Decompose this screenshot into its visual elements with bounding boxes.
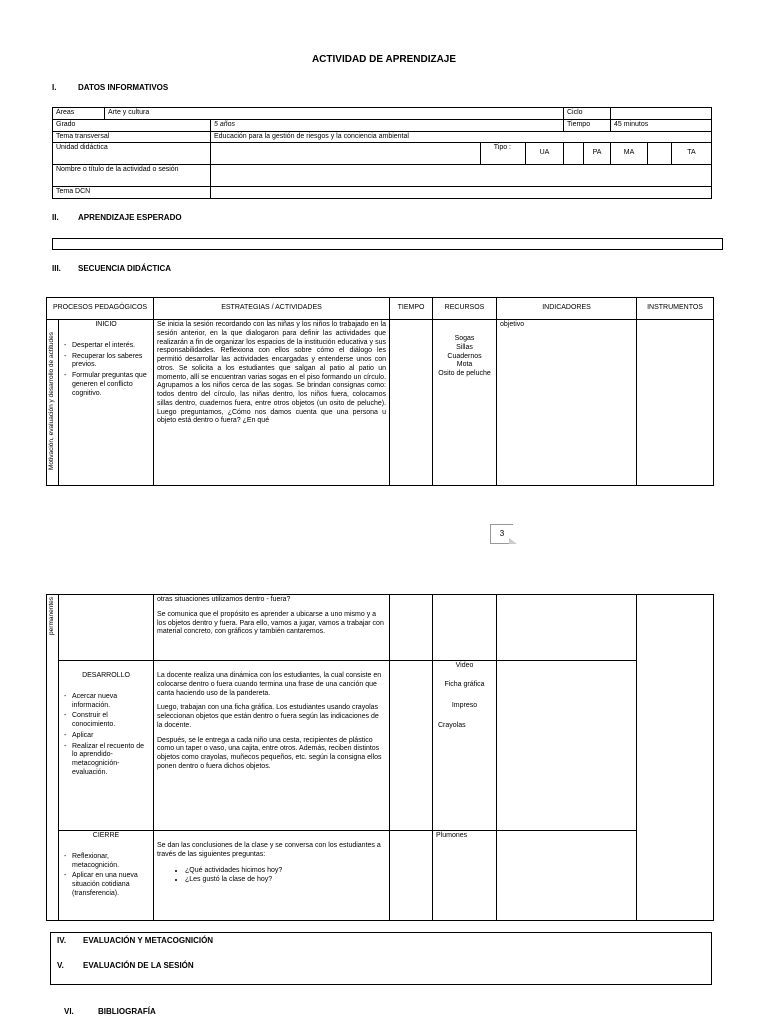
- unidad-label: Unidad didáctica: [53, 143, 211, 165]
- unidad-value: [211, 143, 481, 165]
- ciclo-label: Ciclo: [564, 108, 611, 120]
- cont-proceso: [59, 595, 154, 661]
- list-item: - Aplicar en una nueva situación cotidiana (transferencia).: [72, 872, 150, 898]
- section-heading-bibliografia: [64, 1007, 156, 1016]
- desarrollo-text: [154, 661, 390, 831]
- cierre-recursos: Plumones: [433, 831, 497, 921]
- section-heading-datos: [52, 83, 168, 92]
- tipo-ua-box: [564, 143, 584, 165]
- cierre-tiempo: [390, 831, 433, 921]
- section-number: I.: [52, 83, 57, 92]
- resource-item: Impreso: [451, 701, 478, 709]
- header-estrategias: ESTRATEGIAS / ACTIVIDADES: [154, 298, 390, 320]
- sequence-table-2: [46, 594, 714, 921]
- tema-label: Tema transversal: [53, 131, 211, 143]
- inicio-title: INICIO: [95, 321, 117, 328]
- tipo-ua: UA: [526, 143, 564, 165]
- cont-paragraph: Se comunica que el propósito es aprender a ubicarse a uno mismo y a los objetos dentro y fuera. Para ello, vamos a jugar, vamos a trabajar con material concreto, con gráficos y también cantaremos.: [157, 610, 384, 636]
- dcn-label: Tema DCN: [53, 187, 211, 199]
- section-heading-aprendizaje: [52, 213, 182, 222]
- areas-label: Áreas: [53, 108, 105, 120]
- vertical-label-cell: [47, 320, 59, 486]
- list-item: • ¿Les gustó la clase de hoy?: [185, 875, 386, 885]
- info-table: [52, 107, 712, 199]
- desarrollo-indicador: [497, 661, 637, 831]
- resource-item: Ficha gráfica: [444, 680, 485, 688]
- header-instrumentos: INSTRUMENTOS: [637, 298, 714, 320]
- instrumentos-cell: [637, 595, 714, 921]
- dcn-value: [211, 187, 712, 199]
- page-curl-icon: [509, 538, 517, 544]
- evaluacion-box: [50, 932, 712, 985]
- inicio-list: [62, 342, 150, 399]
- section-heading-evaluacion-sesion: [57, 961, 194, 970]
- section-heading-evaluacion: [57, 936, 213, 945]
- tipo-ta: TA: [672, 143, 712, 165]
- header-indicadores: INDICADORES: [497, 298, 637, 320]
- cont-tiempo: [390, 595, 433, 661]
- grado-value: 5 años: [211, 119, 564, 131]
- section-number: V.: [57, 961, 64, 970]
- resource-item: Mota: [456, 361, 473, 369]
- section-label: EVALUACIÓN Y METACOGNICIÓN: [83, 936, 214, 945]
- list-item: • ¿Qué actividades hicimos hoy?: [185, 866, 386, 876]
- tipo-label: Tipo :: [481, 143, 526, 165]
- desarrollo-paragraph: Luego, trabajan con una ficha gráfica. Los estudiantes usando crayolas seleccionan objetos que están dentro o fuera según las indicaciones de la docente.: [157, 704, 379, 729]
- inicio-instrumentos: [637, 320, 714, 486]
- cierre-indicador: [497, 831, 637, 921]
- grado-label: Grado: [53, 119, 211, 131]
- tipo-ma: MA: [611, 143, 648, 165]
- tipo-ma-box: [648, 143, 672, 165]
- cierre-title: CIERRE: [92, 832, 120, 839]
- section-label: DATOS INFORMATIVOS: [78, 83, 169, 92]
- document-title: ACTIVIDAD DE APRENDIZAJE: [311, 54, 457, 65]
- inicio-recursos: [433, 320, 497, 486]
- desarrollo-list: [62, 693, 150, 778]
- section-label: APRENDIZAJE ESPERADO: [78, 213, 182, 222]
- section-label: SECUENCIA DIDÁCTICA: [78, 264, 172, 273]
- desarrollo-paragraph: Después, se le entrega a cada niño una cesta, recipientes de plástico como un taper o vaso, una cajita, entre otros. Además, reciben distintos objetos como crayolas, muñecos pequeños, etc. según la consigna ellos ponen dentro o fuera dichos objetos.: [157, 736, 382, 770]
- inicio-text: Se inicia la sesión recordando con las niñas y los niños lo trabajado en la sesión anterior, en la que dialogaron para definir las actividades que realizarán a fin de organizar los espacios de la institución educativa y sus responsabilidades. Reflexiona con ellos sobre cómo el diálogo les permitió desarrollar las actividades encargadas y entenderse unos con otros. Se solicita a los estudiantes que salgan al patio al patio un momento, allí se encuentran varias sogas en el piso formando un círculo. Agrupamos a los niños cerca de las sogas. Se brindan consignas como: todos dentro del círculo, las niñas dentro, los niños fuera, colocamos sillas dentro, cuadernos fuera, entre otros objetos (un osito de peluche). Luego preguntamos, ¿Cómo nos damos cuenta que una persona u objeto está dentro o fuera? ¿En qué: [154, 320, 390, 486]
- list-item: - Acercar nueva información.: [72, 693, 150, 711]
- resource-item: Sillas: [456, 343, 473, 351]
- cierre-text: [154, 831, 390, 921]
- section-number: VI.: [64, 1007, 74, 1016]
- cierre-questions: [157, 866, 386, 886]
- cont-recursos: [433, 595, 497, 661]
- desarrollo-tiempo: [390, 661, 433, 831]
- header-tiempo: TIEMPO: [390, 298, 433, 320]
- desarrollo-paragraph: La docente realiza una dinámica con los estudiantes, la cual consiste en colocarse dentro o fuera cuando termina una frase de una canción que canta haciendo uso de la pandereta.: [157, 672, 382, 697]
- cont-paragraph: otras situaciones utilizamos dentro - fuera?: [157, 596, 291, 603]
- inicio-cell: [59, 320, 154, 486]
- nombre-label: Nombre o título de la actividad o sesión: [53, 165, 211, 187]
- desarrollo-title: DESARROLLO: [82, 672, 130, 679]
- section-number: II.: [52, 213, 59, 222]
- tiempo-label: Tiempo: [564, 119, 611, 131]
- header-procesos: PROCESOS PEDAGÓGICOS: [47, 298, 154, 320]
- list-item: - Realizar el recuento de lo aprendido-metacognición-evaluación.: [72, 743, 150, 778]
- tema-value: Educación para la gestión de riesgos y la conciencia ambiental: [211, 131, 712, 143]
- list-item: - Construir el conocimiento.: [72, 712, 150, 730]
- inicio-indicador: objetivo: [497, 320, 637, 486]
- vertical-label: Motivación, evaluación y desarrollo de actitudes: [48, 331, 56, 470]
- nombre-value: [211, 165, 712, 187]
- cierre-list: [62, 853, 150, 899]
- cont-text: [154, 595, 390, 661]
- tiempo-value: 45 minutos: [611, 119, 712, 131]
- section-label: BIBLIOGRAFÍA: [98, 1007, 156, 1016]
- cierre-cell: [59, 831, 154, 921]
- cont-indicador: [497, 595, 637, 661]
- section-heading-secuencia: [52, 264, 171, 273]
- list-item: - Despertar el interés.: [72, 342, 150, 351]
- desarrollo-cell: [59, 661, 154, 831]
- vertical-label-2: permanentes: [48, 597, 56, 635]
- list-item: - Reflexionar, metacognición.: [72, 853, 150, 871]
- sequence-table-1: [46, 297, 714, 486]
- resource-item: Crayolas: [438, 722, 466, 730]
- tipo-pa: PA: [584, 143, 611, 165]
- inicio-tiempo: [390, 320, 433, 486]
- list-item: - Recuperar los saberes previos.: [72, 353, 150, 371]
- aprendizaje-box: [52, 238, 723, 250]
- cierre-paragraph: Se dan las conclusiones de la clase y se conversa con los estudiantes a través de las siguientes preguntas:: [157, 842, 381, 858]
- vertical-label-cell-2: [47, 595, 59, 921]
- resource-item: Cuadernos: [447, 352, 482, 360]
- page-number: 3: [490, 524, 513, 544]
- list-item: - Aplicar: [72, 732, 150, 741]
- section-number: III.: [52, 264, 61, 273]
- section-label: EVALUACIÓN DE LA SESIÓN: [83, 961, 194, 970]
- resource-item: Osito de peluche: [438, 370, 491, 377]
- areas-value: Arte y cultura: [105, 108, 564, 120]
- resource-item: Video: [455, 662, 474, 669]
- desarrollo-recursos: [433, 661, 497, 831]
- header-recursos: RECURSOS: [433, 298, 497, 320]
- list-item: - Formular preguntas que generen el conflicto cognitivo.: [72, 372, 150, 398]
- section-number: IV.: [57, 936, 67, 945]
- resource-item: Sogas: [454, 335, 475, 342]
- ciclo-value: [611, 108, 712, 120]
